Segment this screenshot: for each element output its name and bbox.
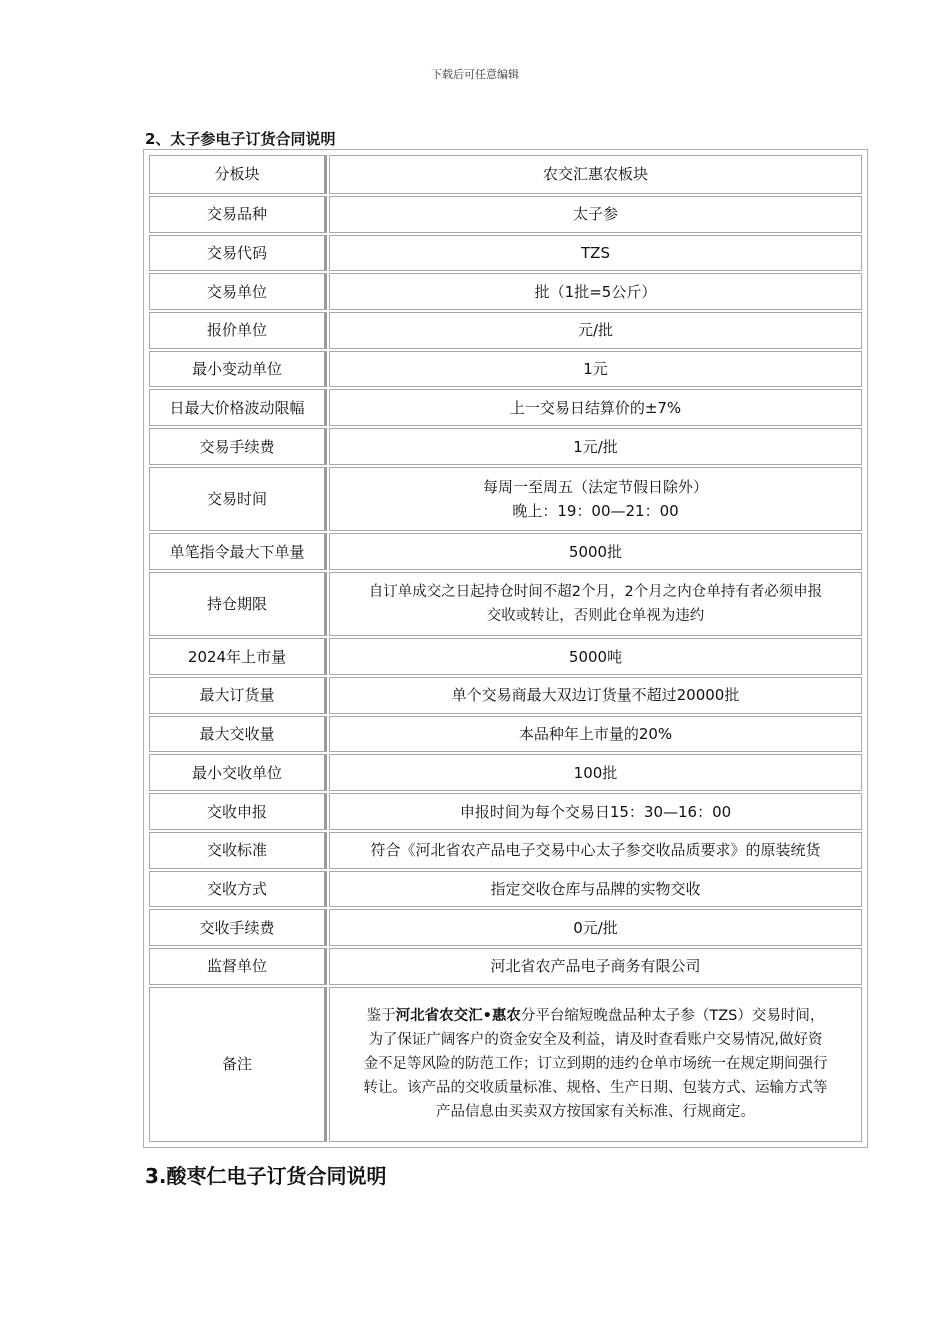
table-row xyxy=(149,716,862,753)
row-value: 1元/批 xyxy=(329,428,862,465)
row-value: 100批 xyxy=(329,754,862,791)
row-value: 河北省农产品电子商务有限公司 xyxy=(329,948,862,985)
row-value: 本品种年上市量的20% xyxy=(329,716,862,753)
row-label: 交易品种 xyxy=(149,196,327,233)
table-row xyxy=(149,871,862,908)
row-value: 单个交易商最大双边订货量不超过20000批 xyxy=(329,677,862,714)
table-row xyxy=(149,351,862,388)
table-row xyxy=(149,155,862,194)
remark-line1-rest: 分平台缩短晚盘品种太子参（TZS）交易时间， xyxy=(520,1008,825,1025)
table-row xyxy=(149,948,862,985)
value-line: 自订单成交之日起持仓时间不超2个月，2个月之内仓单持有者必须申报 xyxy=(368,584,823,601)
remark-line: 产品信息由买卖双方按国家有关标准、行规商定。 xyxy=(436,1104,755,1121)
row-label: 监督单位 xyxy=(149,948,327,985)
value-line: 晚上：19：00—21：00 xyxy=(512,502,679,521)
table-row xyxy=(149,235,862,272)
row-label: 交收标准 xyxy=(149,832,327,869)
row-label: 2024年上市量 xyxy=(149,638,327,675)
row-value: 5000吨 xyxy=(329,638,862,675)
table-row xyxy=(149,987,862,1142)
row-value: 5000批 xyxy=(329,533,862,570)
table-row xyxy=(149,196,862,233)
section-title: 2、太子参电子订货合同说明 xyxy=(145,130,336,148)
row-value: 太子参 xyxy=(329,196,862,233)
table-row xyxy=(149,273,862,310)
table-row xyxy=(149,312,862,349)
table-row xyxy=(149,677,862,714)
table-row xyxy=(149,389,862,426)
row-value: 1元 xyxy=(329,351,862,388)
table-row xyxy=(149,533,862,570)
row-label: 交易代码 xyxy=(149,235,327,272)
remark-line: 为了保证广阔客户的资金安全及利益，请及时查看账户交易情况,做好资 xyxy=(368,1032,823,1049)
row-label: 交收手续费 xyxy=(149,909,327,946)
table-row xyxy=(149,572,862,636)
row-label: 交收申报 xyxy=(149,793,327,830)
remark-cell xyxy=(329,987,862,1142)
row-value: 批（1批=5公斤） xyxy=(329,273,862,310)
row-label: 交收方式 xyxy=(149,871,327,908)
row-label: 最小交收单位 xyxy=(149,754,327,791)
row-label: 单笔指令最大下单量 xyxy=(149,533,327,570)
next-section-title: 3.酸枣仁电子订货合同说明 xyxy=(145,1164,387,1188)
row-value: TZS xyxy=(329,235,862,272)
contract-spec-table xyxy=(147,153,864,1144)
row-value: 元/批 xyxy=(329,312,862,349)
remark-org-name: 河北省农交汇•惠农 xyxy=(395,1008,521,1025)
row-label: 报价单位 xyxy=(149,312,327,349)
page-header: 下载后可任意编辑 xyxy=(431,68,519,81)
table-row xyxy=(149,909,862,946)
row-label: 交易单位 xyxy=(149,273,327,310)
row-value: 0元/批 xyxy=(329,909,862,946)
table-row xyxy=(149,793,862,830)
remark-line: 转让。该产品的交收质量标准、规格、生产日期、包装方式、运输方式等 xyxy=(363,1080,828,1097)
row-label: 最大订货量 xyxy=(149,677,327,714)
row-value: 上一交易日结算价的±7% xyxy=(329,389,862,426)
value-line: 交收或转让，否则此仓单视为违约 xyxy=(486,608,705,625)
row-label: 持仓期限 xyxy=(149,572,327,636)
row-value: 农交汇惠农板块 xyxy=(329,155,862,194)
value-line: 每周一至周五（法定节假日除外） xyxy=(482,478,708,497)
row-label: 备注 xyxy=(149,987,327,1142)
row-label: 最小变动单位 xyxy=(149,351,327,388)
row-label: 交易时间 xyxy=(149,467,327,531)
remark-prefix: 鉴于 xyxy=(366,1008,396,1025)
table-row xyxy=(149,638,862,675)
remark-line: 金不足等风险的防范工作；订立到期的违约仓单市场统一在规定期间强行 xyxy=(363,1056,828,1073)
row-label: 交易手续费 xyxy=(149,428,327,465)
row-value xyxy=(329,572,862,636)
row-value xyxy=(329,467,862,531)
row-label: 日最大价格波动限幅 xyxy=(149,389,327,426)
remark-line xyxy=(332,1004,859,1028)
table-row xyxy=(149,467,862,531)
row-label: 分板块 xyxy=(149,155,327,194)
row-value: 指定交收仓库与品牌的实物交收 xyxy=(329,871,862,908)
row-value: 符合《河北省农产品电子交易中心太子参交收品质要求》的原装统货 xyxy=(329,832,862,869)
table-row xyxy=(149,428,862,465)
table-row xyxy=(149,754,862,791)
contract-table-frame xyxy=(143,149,868,1148)
row-label: 最大交收量 xyxy=(149,716,327,753)
row-value: 申报时间为每个交易日15：30—16：00 xyxy=(329,793,862,830)
table-row xyxy=(149,832,862,869)
